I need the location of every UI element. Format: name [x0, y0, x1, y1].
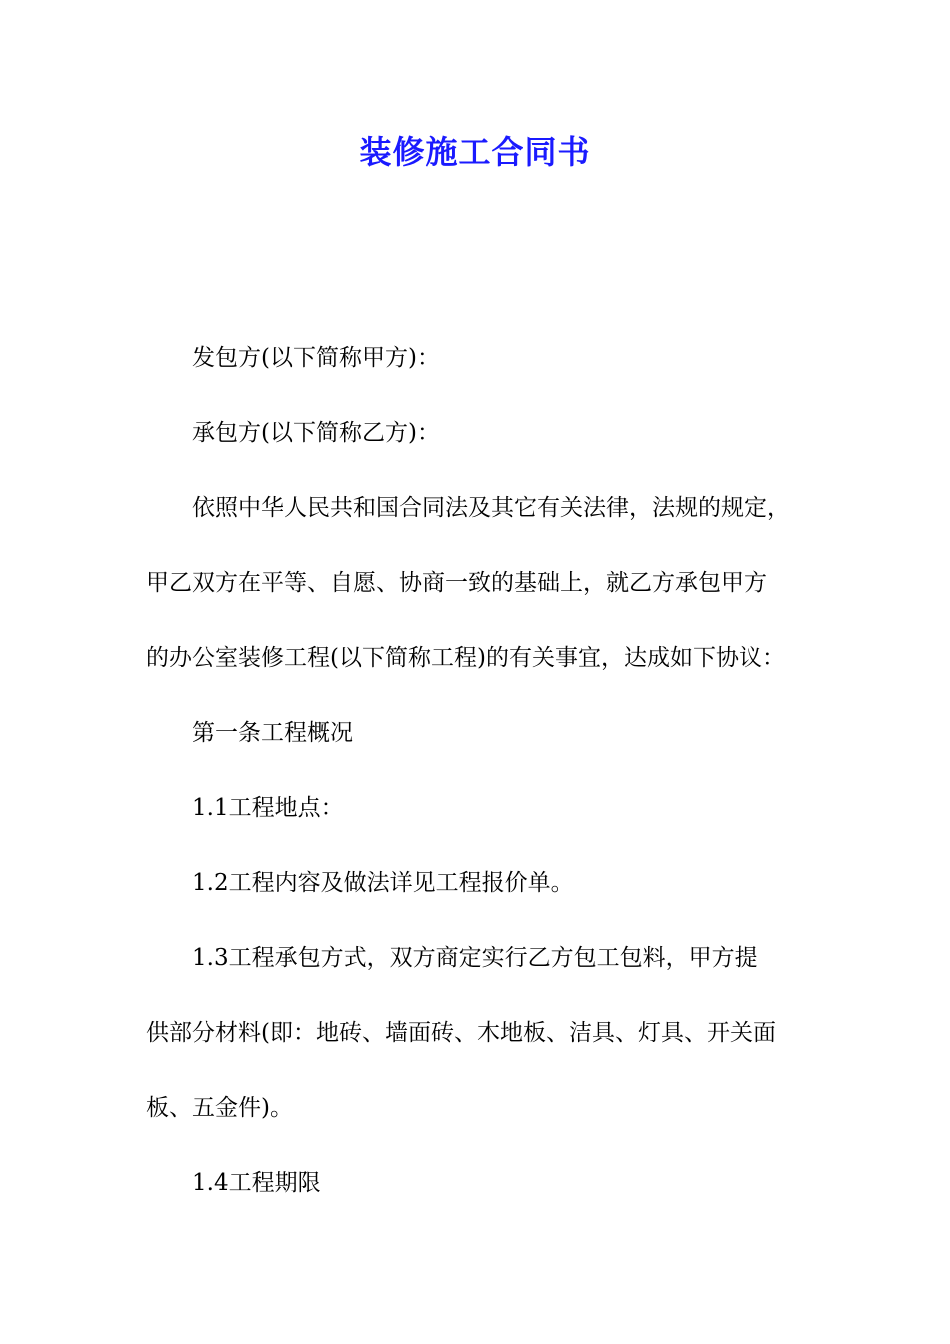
preamble-line-1: 依照中华人民共和国合同法及其它有关法律，法规的规定， [192, 495, 790, 521]
article-1-heading: 第一条工程概况 [192, 720, 353, 746]
document-title: 装修施工合同书 [359, 133, 591, 171]
clause-1-4: 1.4工程期限 [192, 1170, 321, 1196]
clause-1-3-line-2: 供部分材料(即：地砖、墙面砖、木地板、洁具、灯具、开关面 [146, 1020, 776, 1046]
preamble-line-3: 的办公室装修工程(以下简称工程)的有关事宜，达成如下协议： [146, 645, 785, 671]
preamble-line-2: 甲乙双方在平等、自愿、协商一致的基础上，就乙方承包甲方 [146, 570, 767, 596]
clause-1-3-line-1: 1.3工程承包方式，双方商定实行乙方包工包料，甲方提 [192, 945, 758, 971]
party-a-line: 发包方(以下简称甲方)： [192, 345, 440, 371]
clause-1-1: 1.1工程地点： [192, 795, 344, 821]
clause-1-3-line-3: 板、五金件)。 [146, 1095, 293, 1121]
clause-1-2: 1.2工程内容及做法详见工程报价单。 [192, 870, 574, 896]
party-b-line: 承包方(以下简称乙方)： [192, 420, 440, 446]
